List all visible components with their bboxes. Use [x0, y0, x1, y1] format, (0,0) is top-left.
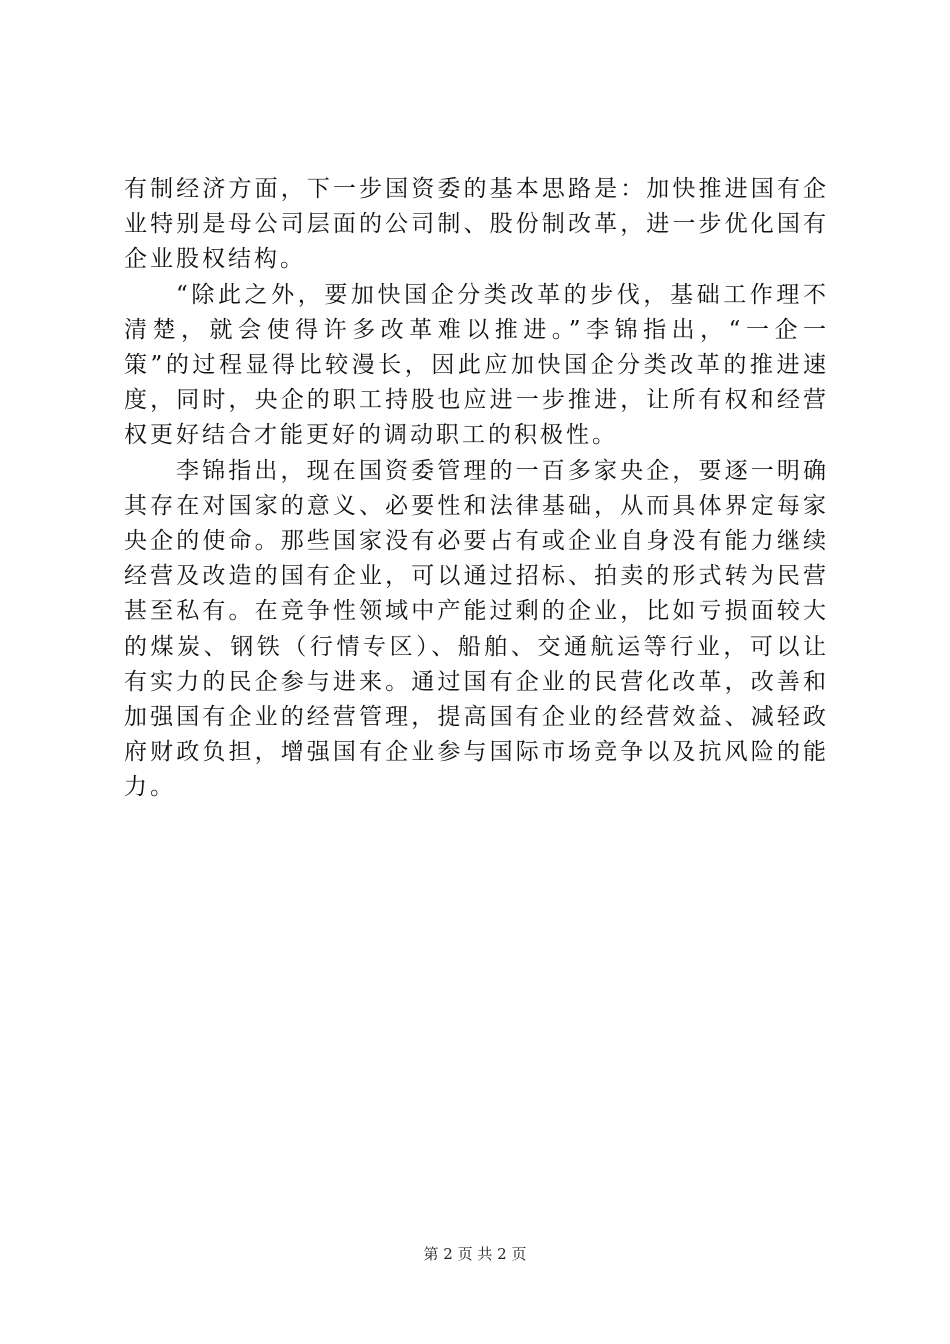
paragraph-3: 李锦指出，现在国资委管理的一百多家央企，要逐一明确其存在对国家的意义、必要性和法律基础，从而具体界定每家央企的使命。那些国家没有必要占有或企业自身没有能力继续经营及改造的国有企业，可以通过招标、拍卖的形式转为民营甚至私有。在竞争性领域中产能过剩的企业，比如亏损面较大的煤炭、钢铁（行情专区）、船舶、交通航运等行业，可以让有实力的民企参与进来。通过国有企业的民营化改革，改善和加强国有企业的经营管理，提高国有企业的经营效益、减轻政府财政负担，增强国有企业参与国际市场竞争以及抗风险的能力。 [124, 457, 829, 801]
page-number-footer: 第 2 页 共 2 页 [423, 1245, 527, 1263]
paragraph-1: 有制经济方面，下一步国资委的基本思路是：加快推进国有企业特别是母公司层面的公司制、股份制改革，进一步优化国有企业股权结构。 [124, 176, 829, 273]
document-body [124, 172, 829, 806]
paragraph-2: “除此之外，要加快国企分类改革的步伐，基础工作理不清楚，就会使得许多改革难以推进。”李锦指出，“一企一策”的过程显得比较漫长，因此应加快国企分类改革的推进速度，同时，央企的职工持股也应进一步推进，让所有权和经营权更好结合才能更好的调动职工的积极性。 [124, 281, 829, 449]
